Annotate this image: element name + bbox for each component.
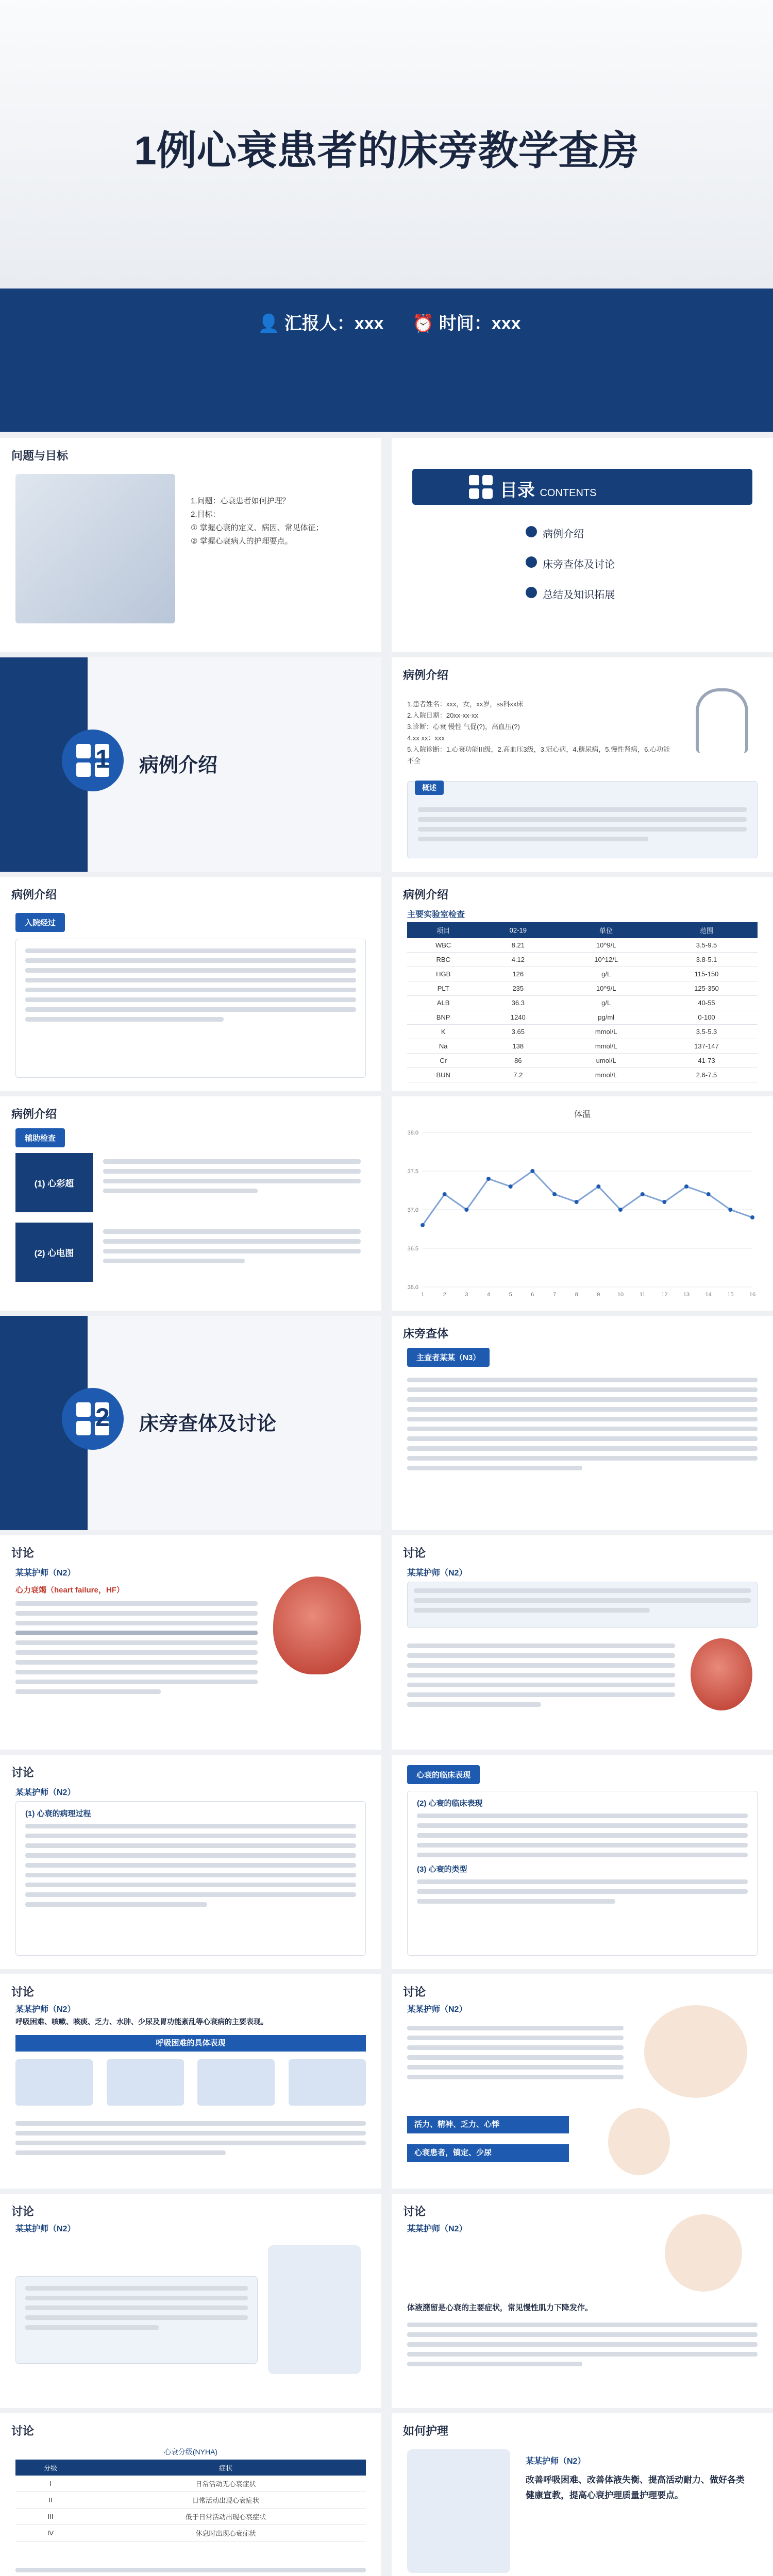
case2-heading: 病例介绍 xyxy=(403,888,449,901)
case-heading: 病例介绍 xyxy=(403,669,449,682)
table-row: HGB 126 g/L 115-150 xyxy=(407,967,758,981)
x-tick-label: 3 xyxy=(465,1292,468,1298)
case2-right-slide xyxy=(392,877,773,1091)
overview-label: 概述 xyxy=(415,781,444,795)
clinical-bar: 心衰的临床表现 xyxy=(407,1765,480,1784)
dyspnea-card xyxy=(289,2059,366,2106)
disc5-heading: 讨论 xyxy=(11,1986,35,1998)
nursing-slide xyxy=(392,2413,773,2576)
discussion6-slide xyxy=(392,1974,773,2189)
x-tick-label: 10 xyxy=(617,1292,624,1298)
toc-item[interactable]: 病例介绍 xyxy=(526,526,615,540)
question-item: 2.目标： xyxy=(191,510,221,519)
nurse-text: 改善呼吸困难、改善体液失衡、提高活动耐力、做好各类健康宣教，提高心衰护理质量护理要点。 xyxy=(526,2475,745,2500)
case-line: 3.诊断：心衰 慢性 气促(?)，高血压(?) xyxy=(407,723,520,731)
case-line: 1.患者姓名：xxx，女，xx岁，ss科xx床 xyxy=(407,700,524,708)
grid-icon xyxy=(469,475,493,499)
nyha-table: 分级 症状 I 日常活动无心衰症状 II 日常活动出现心衰症状 III 低于日常活动出现心衰症状 IV 休息时出现心衰症状 xyxy=(15,2460,366,2541)
disc1-heading: 讨论 xyxy=(11,1547,35,1560)
disc6-heading: 讨论 xyxy=(403,1986,426,1998)
data-point xyxy=(509,1184,513,1189)
disc4-sub1: (2) 心衰的临床表现 xyxy=(417,1799,483,1808)
series-line xyxy=(423,1171,752,1225)
x-tick-label: 2 xyxy=(443,1292,446,1298)
table-row: BNP 1240 pg/ml 0-100 xyxy=(407,1010,758,1025)
disc8-line: 体液潴留是心衰的主要症状，常见慢性肌力下降发作。 xyxy=(407,2303,593,2312)
x-tick-label: 5 xyxy=(509,1292,512,1298)
nurse-illustration xyxy=(407,2449,510,2573)
case3-heading: 病例介绍 xyxy=(11,1108,57,1121)
section2-slide xyxy=(0,1316,381,1530)
table-row: III 低于日常活动出现心衰症状 xyxy=(15,2509,366,2525)
x-tick-label: 6 xyxy=(531,1292,534,1298)
question-item: ② 掌握心衰病人的护理要点。 xyxy=(191,537,293,546)
data-point xyxy=(750,1215,754,1219)
temperature-chart xyxy=(392,1096,773,1311)
dyspnea-card xyxy=(107,2059,184,2106)
discussion3-slide xyxy=(0,1755,381,1969)
dyspnea-card xyxy=(197,2059,275,2106)
table-row: ALB 36.3 g/L 40-55 xyxy=(407,996,758,1010)
lab-table: 项目 02-19 单位 范围 WBC 8.21 10^9/L 3.5-9.5 RBC 4.12 10^12/L 3.8-5.1 HGB 126 g/L 115-150 PLT 235 10^9/L 125-350 ALB 36.3 g/L 40-55 BNP 1240 pg/ml 0-100 K 3.65 mmol/L 3.5-5.3 Na 138 mmol/L 137-147 Cr 86 umol/L 41-73 BUN 7.2 mmol/L 2.6-7.5 xyxy=(407,922,758,1082)
toc-slide xyxy=(392,438,773,652)
y-tick-label: 37.0 xyxy=(407,1207,418,1213)
nurse-tag: 某某护师（N2） xyxy=(526,2457,586,2466)
disc6-tag: 某某护师（N2） xyxy=(407,2005,467,2014)
nurse-heading: 如何护理 xyxy=(403,2425,449,2437)
data-point xyxy=(421,1223,425,1227)
data-point xyxy=(552,1192,557,1196)
data-point xyxy=(662,1200,666,1204)
question-item: ① 掌握心衰的定义、病因、常见体征； xyxy=(191,523,324,532)
discussion8-slide xyxy=(392,2194,773,2408)
hf-label: 心力衰竭（heart failure，HF） xyxy=(15,1586,124,1595)
heart-image xyxy=(273,1577,361,1674)
table-row: Cr 86 umol/L 41-73 xyxy=(407,1054,758,1068)
ecg-label: (2) 心电图 xyxy=(15,1223,93,1282)
table-row: BUN 7.2 mmol/L 2.6-7.5 xyxy=(407,1068,758,1082)
x-tick-label: 15 xyxy=(727,1292,734,1298)
disc4-sub2: (3) 心衰的类型 xyxy=(417,1865,467,1874)
y-tick-label: 38.0 xyxy=(407,1130,418,1136)
section1-slide xyxy=(0,657,381,872)
disc2-heading: 讨论 xyxy=(403,1547,426,1560)
data-point xyxy=(684,1184,688,1189)
disc6-item: 活力、精神、乏力、心悸 xyxy=(407,2116,569,2133)
discussion1-slide xyxy=(0,1535,381,1750)
data-point xyxy=(464,1208,468,1212)
x-tick-label: 1 xyxy=(421,1292,425,1298)
table-row: PLT 235 10^9/L 125-350 xyxy=(407,981,758,996)
toc-item[interactable]: 总结及知识拓展 xyxy=(526,586,615,601)
table-row: WBC 8.21 10^9/L 3.5-9.5 xyxy=(407,938,758,953)
table-row: RBC 4.12 10^12/L 3.8-5.1 xyxy=(407,953,758,967)
disc7-heading: 讨论 xyxy=(11,2205,35,2218)
data-point xyxy=(530,1169,534,1173)
exam-heading: 床旁查体 xyxy=(403,1327,449,1340)
discussion7-slide xyxy=(0,2194,381,2408)
heart-image xyxy=(691,1638,752,1710)
disc5-question: 呼吸困难、咳嗽、咳痰、乏力、水肿、少尿及胃功能紊乱等心衰病的主要表现。 xyxy=(15,2018,268,2026)
cover-title: 1例心衰患者的床旁教学查房 xyxy=(134,128,639,173)
disc2-tag: 某某护师（N2） xyxy=(407,1569,467,1578)
x-tick-label: 12 xyxy=(661,1292,668,1298)
questions-heading: 问题与目标 xyxy=(11,449,69,462)
data-point xyxy=(707,1192,711,1196)
cover-reporter: 👤 汇报人：xxx xyxy=(258,314,384,333)
case3-chart-slide xyxy=(392,1096,773,1311)
table-row: I 日常活动无心衰症状 xyxy=(15,2476,366,2492)
discussion2-slide xyxy=(392,1535,773,1750)
x-tick-label: 7 xyxy=(552,1292,557,1298)
toc-title: 目录 CONTENTS xyxy=(500,481,597,500)
data-point xyxy=(641,1192,645,1196)
x-tick-label: 16 xyxy=(749,1292,756,1298)
case-line: 5.入院诊断：1.心衰功能III级，2.高血压3级，3.冠心病，4.糖尿病，5.慢性肾病，6.心功能不全 xyxy=(407,745,670,765)
case-slide xyxy=(392,657,773,872)
case-line: 2.入院日期：20xx-xx-xx xyxy=(407,711,478,719)
clock-icon: ⏰ xyxy=(412,314,434,333)
exam-slide xyxy=(392,1316,773,1530)
question-item: 1.问题：心衰患者如何护理？ xyxy=(191,497,290,505)
section2-title: 床旁查体及讨论 xyxy=(139,1413,277,1435)
stethoscope-icon xyxy=(696,688,748,753)
y-tick-label: 36.0 xyxy=(407,1284,418,1291)
cover-slide xyxy=(0,0,773,432)
table-row: IV 休息时出现心衰症状 xyxy=(15,2525,366,2541)
x-tick-label: 4 xyxy=(486,1292,491,1298)
admission-label: 入院经过 xyxy=(15,913,65,932)
section1-number: 1 xyxy=(95,744,110,773)
x-tick-label: 11 xyxy=(639,1292,646,1298)
disc6-item: 心衰患者，镇定、少尿 xyxy=(407,2144,569,2162)
disc3-tag: 某某护师（N2） xyxy=(15,1788,76,1797)
questions-slide xyxy=(0,438,381,652)
exam-subtitle: 主查者某某（N3） xyxy=(407,1348,490,1367)
toc-item[interactable]: 床旁查体及讨论 xyxy=(526,556,615,571)
case2-left-slide xyxy=(0,877,381,1091)
disc7-tag: 某某护师（N2） xyxy=(15,2225,76,2233)
patient-illustration xyxy=(608,2108,670,2175)
discussion5-slide xyxy=(0,1974,381,2189)
table-row: II 日常活动出现心衰症状 xyxy=(15,2492,366,2509)
x-tick-label: 13 xyxy=(683,1292,690,1298)
disc8-heading: 讨论 xyxy=(403,2205,426,2218)
table-row: K 3.65 mmol/L 3.5-5.3 xyxy=(407,1025,758,1039)
chart-title: 体温 xyxy=(574,1110,591,1119)
patient-illustration xyxy=(665,2214,742,2292)
x-tick-label: 8 xyxy=(575,1292,578,1298)
data-point xyxy=(575,1200,579,1204)
patient-illustration xyxy=(644,2005,747,2098)
dyspnea-bar: 呼吸困难的具体表现 xyxy=(15,2035,366,2052)
y-tick-label: 37.5 xyxy=(407,1168,418,1175)
x-tick-label: 14 xyxy=(705,1292,712,1298)
section2-number: 2 xyxy=(95,1403,110,1432)
discussion4-slide xyxy=(392,1755,773,1969)
user-icon: 👤 xyxy=(258,314,280,333)
disc9-heading: 讨论 xyxy=(11,2425,35,2437)
y-tick-label: 36.5 xyxy=(407,1246,418,1252)
table-row: Na 138 mmol/L 137-147 xyxy=(407,1039,758,1054)
case3-left-slide xyxy=(0,1096,381,1311)
dyspnea-card xyxy=(15,2059,93,2106)
lab-title: 主要实验室检查 xyxy=(407,910,465,919)
case-line: 4.xx xx：xxx xyxy=(407,734,445,742)
echo-label: (1) 心彩超 xyxy=(15,1153,93,1212)
x-tick-label: 9 xyxy=(597,1292,600,1298)
aux-exam-label: 辅助检查 xyxy=(15,1128,65,1147)
section1-title: 病例介绍 xyxy=(139,755,218,776)
disc3-heading: 讨论 xyxy=(11,1766,35,1779)
data-point xyxy=(443,1192,447,1196)
cover-time: ⏰ 时间：xxx xyxy=(412,314,521,333)
disc3-sub: (1) 心衰的病理过程 xyxy=(25,1809,91,1818)
doctor-illustration xyxy=(268,2245,361,2374)
data-point xyxy=(728,1208,732,1212)
discussion9-slide xyxy=(0,2413,381,2576)
data-point xyxy=(618,1208,623,1212)
disc1-tag: 某某护师（N2） xyxy=(15,1569,76,1578)
disc8-tag: 某某护师（N2） xyxy=(407,2225,467,2233)
stethoscope-image xyxy=(15,474,175,623)
data-point xyxy=(486,1177,491,1181)
disc5-tag: 某某护师（N2） xyxy=(15,2005,76,2014)
data-point xyxy=(596,1184,600,1189)
nyha-title: 心衰分级(NYHA) xyxy=(163,2448,218,2456)
case2-heading: 病例介绍 xyxy=(11,888,57,901)
